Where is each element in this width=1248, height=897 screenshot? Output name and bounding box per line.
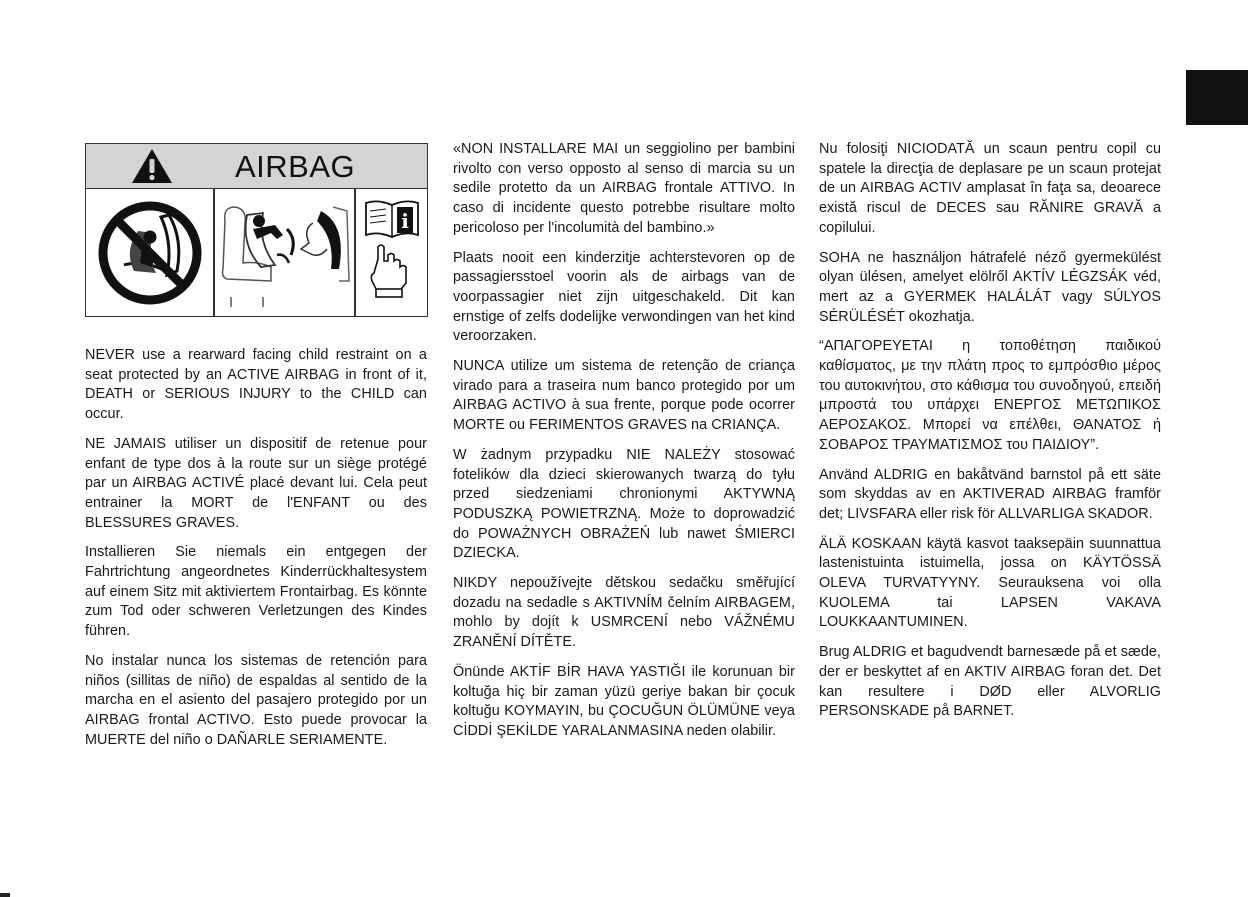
warning-label-body: [86, 189, 427, 316]
warning-paragraph-spanish: No instalar nunca los sistemas de retención para niños (sillitas de niño) de espaldas al sentido de la marcha en el asiento del pasajero protegido por un AIRBAG frontal ACTIVO. Esto puede provocar la MUERTE del niño o DAÑARLE SERIAMENTE.: [85, 652, 427, 748]
warning-paragraph-dutch: Plaats nooit een kinderzitje achterstevoren op de passagiersstoel voorin als de airbags van de voorpassagier niet zijn uitgeschakeld. Dit kan ernstige of zelfs dodelijke verwondingen van het kind veroorzaken.: [453, 249, 795, 345]
warning-paragraph-finnish: ÄLÄ KOSKAAN käytä kasvot taaksepäin suunnattua lastenistuinta istuimella, jossa on KÄYTÖSSÄ OLEVA TURVATYYNY. Seurauksena voi olla KUOLEMA tai LAPSEN VAKAVA LOUKKAANTUMINEN.: [819, 535, 1161, 631]
warning-paragraph-swedish: Använd ALDRIG en bakåtvänd barnstol på ett säte som skyddas av en AKTIVERAD AIRBAG framför det; LIVSFARA eller risk för ALLVARLIGA SKADOR.: [819, 466, 1161, 522]
section-tab-marker: [1186, 70, 1248, 125]
warning-paragraph-french: NE JAMAIS utiliser un dispositif de retenue pour enfant de type dos à la route sur un siège protégé par un AIRBAG ACTIVÉ placé devant lui. Cela peut entrainer la MORT de l'ENFANT ou des BLESSURES GRAVES.: [85, 435, 427, 531]
warning-paragraph-portuguese: NUNCA utilize um sistema de retenção de criança virado para a traseira num banco protegido por um AIRBAG ACTIVO à sua frente, porque pode ocorrer MORTE ou FERIMENTOS GRAVES na CRIANÇA.: [453, 358, 795, 434]
warning-paragraph-english: NEVER use a rearward facing child restraint on a seat protected by an ACTIVE AIRBAG in front of it, DEATH or SERIOUS INJURY to the CHILD can occur.: [85, 347, 427, 423]
text-column-1: [85, 346, 427, 760]
warning-paragraph-german: Installieren Sie niemals ein entgegen der Fahrtrichtung angeordnetes Kinderrückhaltesystem auf einem Sitz mit aktiviertem Frontairbag. Es könnte zum Tod oder schweren Verletzungen des Kindes führen.: [85, 544, 427, 640]
airbag-deploying-into-child-seat-icon: [217, 193, 355, 313]
text-column-2: [453, 140, 795, 752]
warning-paragraph-romanian: Nu folosiţi NICIODATĂ un scaun pentru copil cu spatele la direcţia de deplasare pe un scaun protejat de un AIRBAG ACTIV amplasat în faţa sa, deoarece există riscul de DECES sau RĂNIRE GRAVĂ a copilului.: [819, 141, 1161, 236]
no-rear-facing-child-seat-icon: [94, 195, 209, 311]
warning-paragraph-italian: «NON INSTALLARE MAI un seggiolino per bambini rivolto con verso opposto al senso di marcia su un sedile protetto da un AIRBAG frontale ATTIVO. In caso di incidente questo potrebbe risultare molto pericoloso per l'incolumità del bambino.»: [453, 141, 795, 236]
warning-label-header: [86, 144, 427, 189]
label-divider: [354, 189, 356, 316]
warning-label-title: AIRBAG: [235, 149, 356, 184]
warning-paragraph-danish: Brug ALDRIG et bagudvendt barnesæde på et sæde, der er beskyttet af en AKTIV AIRBAG foran det. Det kan resultere i DØD eller ALVORLIG PERSONSKADE på BARNET.: [819, 644, 1161, 720]
info-glyph: i: [401, 209, 409, 233]
consult-manual-icon: [358, 193, 428, 313]
label-divider: [213, 189, 215, 316]
warning-paragraph-turkish: Önünde AKTİF BİR HAVA YASTIĞI ile korunuan bir koltuğa hiç bir zaman yüzü geriye bakan bir çocuk koltuğu KOYMAYIN, bu ÇOCUĞUN ÖLÜMÜNE veya CİDDİ ŞEKİLDE YARALANMASINA neden olabilir.: [453, 663, 795, 739]
text-column-3: [819, 140, 1161, 732]
warning-paragraph-greek: “ΑΠΑΓΟΡΕΥΕΤΑΙ η τοποθέτηση παιδικού καθίσματος, με την πλάτη προς το εμπρόσθιο μέρος του αυτοκινήτου, στο κάθισμα του συνοδηγού, επειδή μπροστά του υπάρχει ΕΝΕΡΓΟΣ ΜΕΤΩΠΙΚΟΣ ΑΕΡΟΣΑΚΟΣ. Μπορεί να επέλθει, ΘΑΝΑΤΟΣ ή ΣΟΒΑΡΟΣ ΤΡΑΥΜΑΤΙΣΜΟΣ του ΠΑΙΔΙΟΥ”.: [819, 338, 1161, 453]
warning-paragraph-hungarian: SOHA ne használjon hátrafelé néző gyermekülést olyan ülésen, amelyet elölről AKTÍV LÉGZSÁK véd, mert az a GYERMEK HALÁLÁT vagy SÚLYOS SÉRÜLÉSÉT okozhatja.: [819, 249, 1161, 325]
warning-triangle-icon: [130, 147, 174, 185]
page-edge-mark: [0, 893, 10, 897]
warning-paragraph-czech: NIKDY nepoužívejte dětskou sedačku směřující dozadu na sedadle s AKTIVNÍM čelním AIRBAGEM, mohlo by dojít k USMRCENÍ nebo VÁŽNÉMU ZRANĚNÍ DÍTĚTE.: [453, 575, 795, 651]
airbag-warning-label: [85, 143, 428, 317]
warning-paragraph-polish: W żadnym przypadku NIE NALEŻY stosować fotelików dla dzieci skierowanych twarzą do tyłu przed siedzeniami chronionymi AKTYWNĄ PODUSZKĄ POWIETRZNĄ. Może to doprowadzić do POWAŻNYCH OBRAŻEŃ lub nawet ŚMIERCI DZIECKA.: [453, 446, 795, 562]
